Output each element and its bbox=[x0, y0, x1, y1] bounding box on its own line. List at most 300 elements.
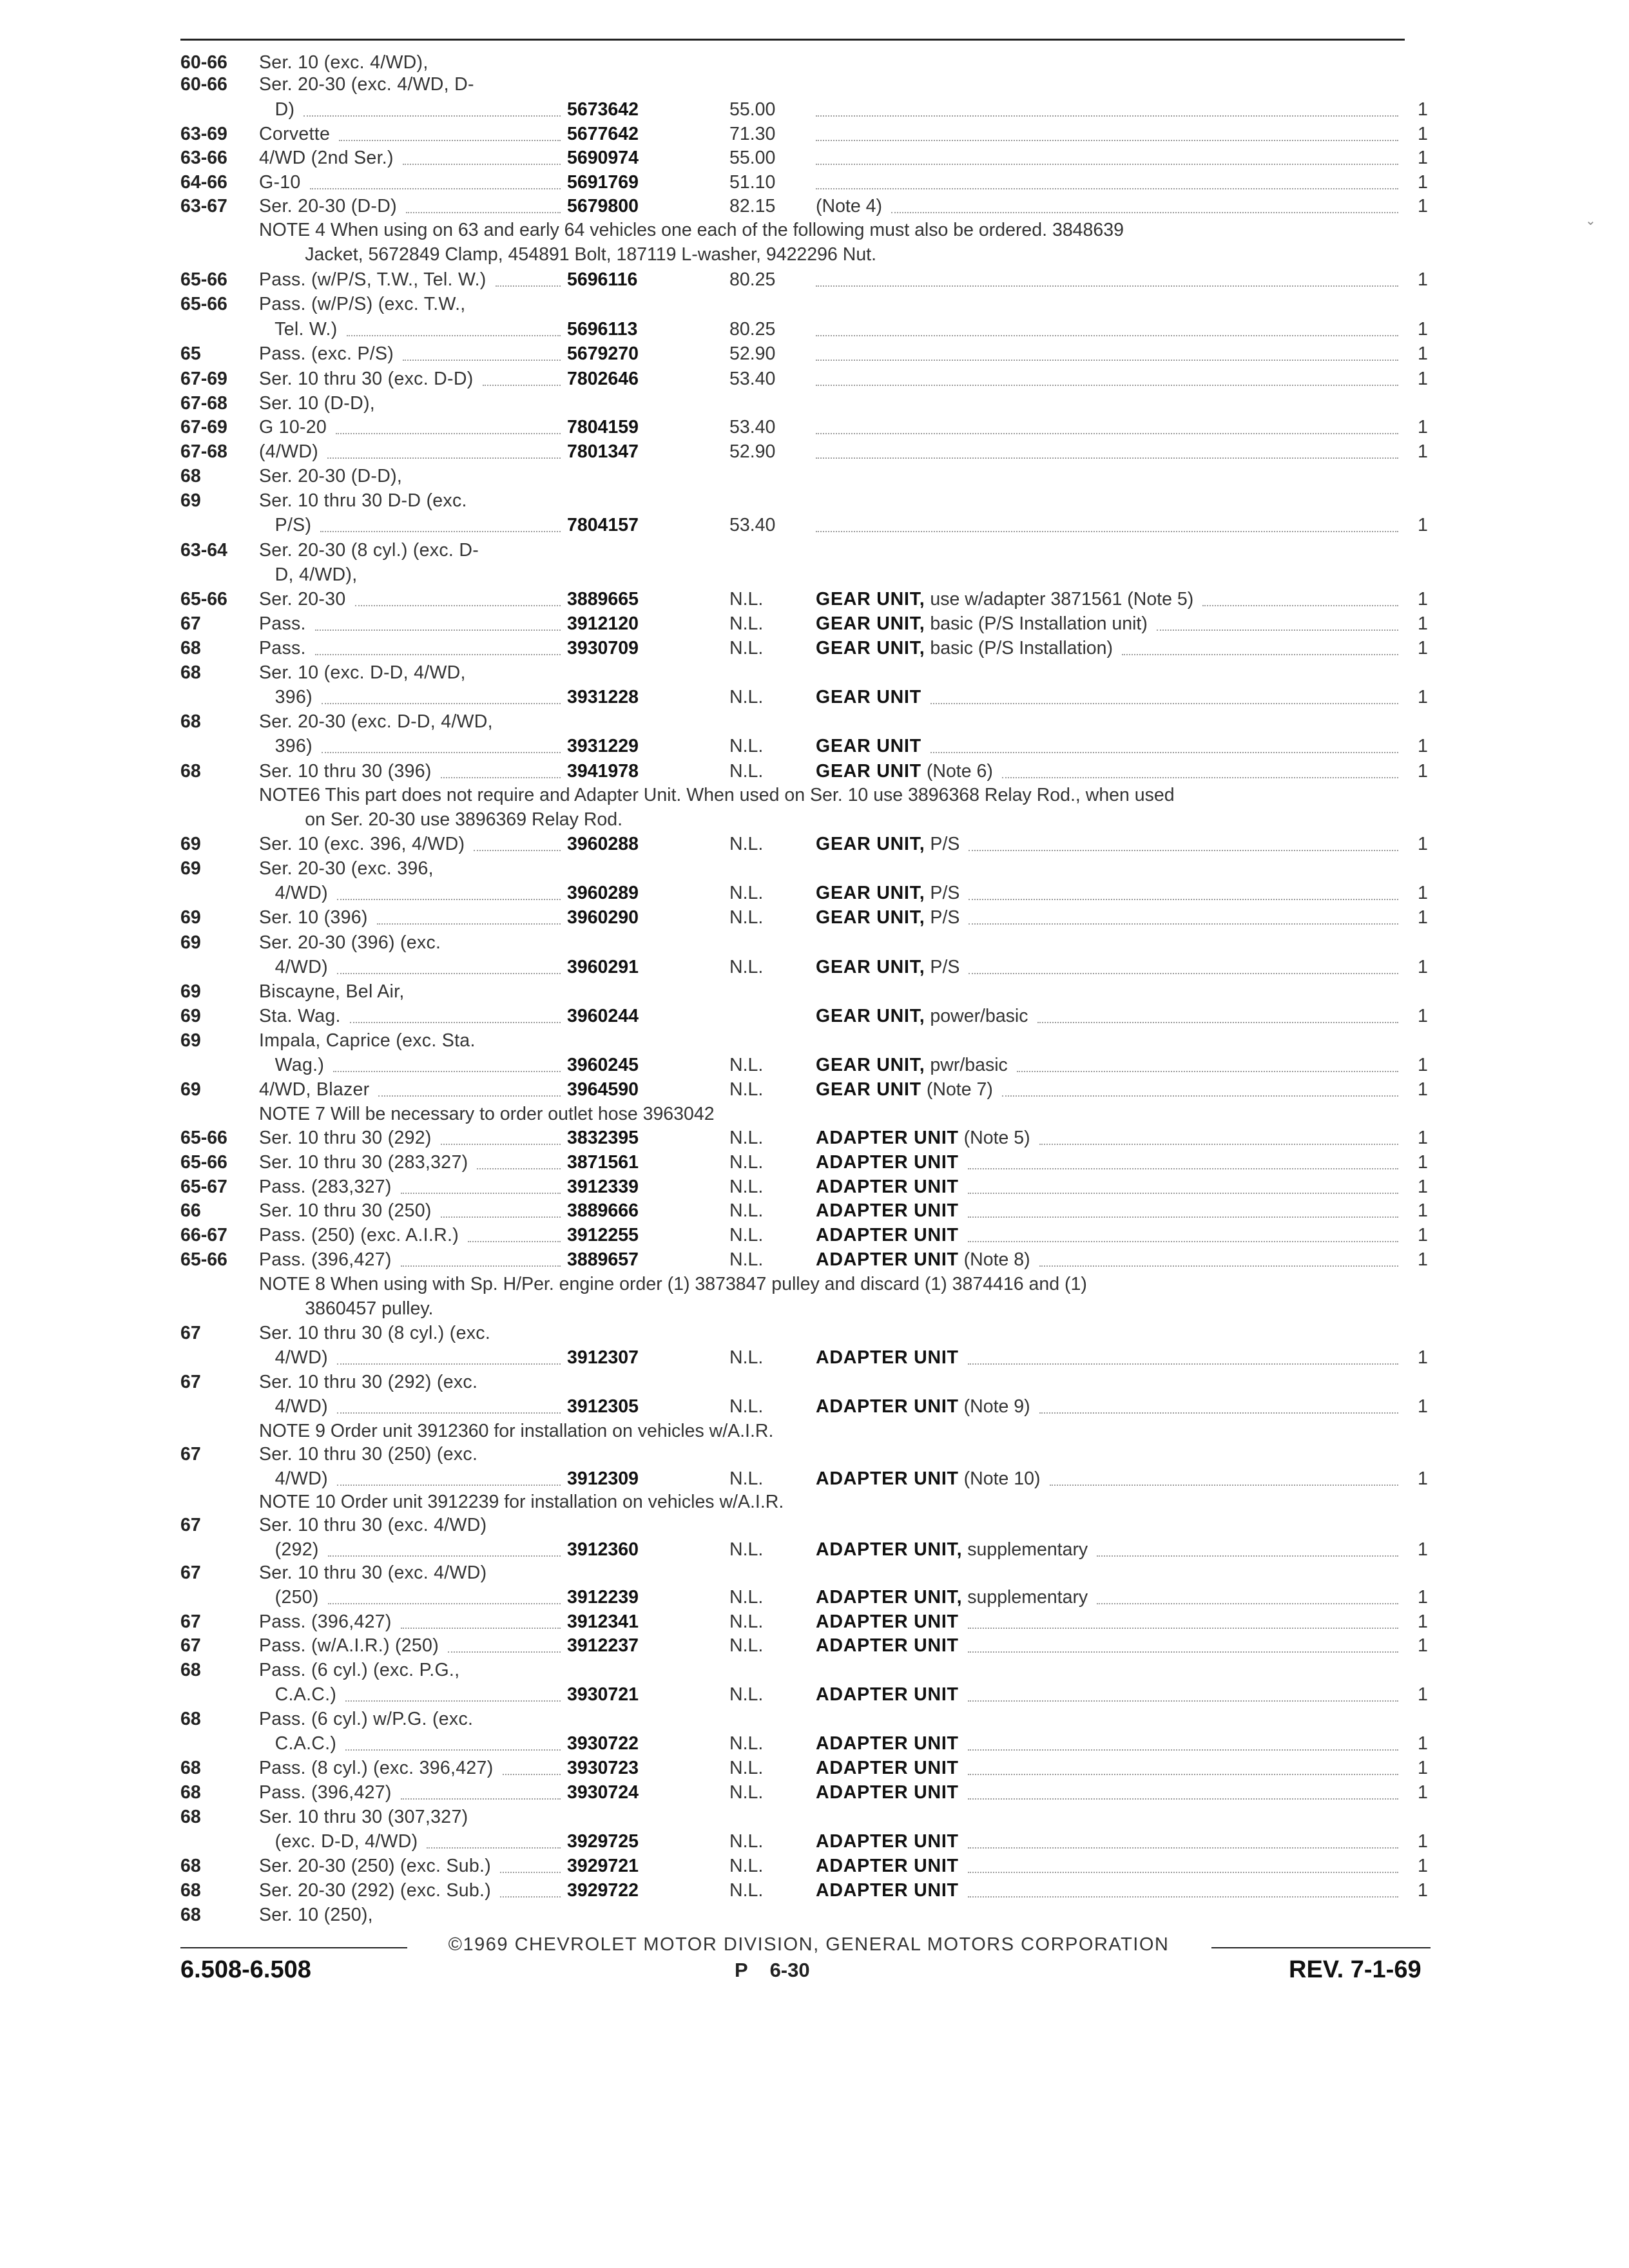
dotted-leader bbox=[816, 285, 1398, 287]
list-price: 53.40 bbox=[729, 369, 776, 389]
item-name bbox=[816, 1004, 1028, 1028]
table-row bbox=[0, 1829, 1629, 1854]
item-name bbox=[816, 955, 959, 979]
table-row bbox=[0, 1780, 1629, 1805]
dotted-leader bbox=[347, 335, 561, 336]
application-description: Ser. 10 (exc. 396, 4/WD) bbox=[259, 834, 465, 854]
model-year: 65-66 bbox=[180, 1249, 227, 1270]
item-detail: (Note 7) bbox=[921, 1079, 993, 1100]
part-number: 3912360 bbox=[567, 1539, 639, 1560]
application-description: Ser. 10 (exc. D-D, 4/WD, bbox=[259, 662, 466, 683]
quantity: 1 bbox=[1418, 1055, 1428, 1075]
table-row bbox=[0, 464, 1629, 488]
quantity: 1 bbox=[1418, 907, 1428, 928]
dotted-leader bbox=[968, 1363, 1398, 1365]
item-name bbox=[816, 1780, 959, 1805]
item-name-bold: ADAPTER UNIT bbox=[816, 1782, 959, 1803]
dotted-leader bbox=[345, 1749, 561, 1751]
dotted-leader bbox=[930, 703, 1398, 704]
table-row bbox=[0, 1537, 1629, 1562]
application-description: Pass. (w/P/S, T.W., Tel. W.) bbox=[259, 269, 487, 290]
table-row bbox=[0, 685, 1629, 709]
item-name bbox=[816, 759, 993, 783]
application-description: Pass. (w/A.I.R.) (250) bbox=[259, 1635, 439, 1656]
part-number: 3960288 bbox=[567, 834, 639, 854]
model-year: 69 bbox=[180, 1079, 201, 1100]
table-row bbox=[0, 1394, 1629, 1419]
table-row bbox=[0, 122, 1629, 146]
part-number: 7801347 bbox=[567, 441, 639, 462]
quantity: 1 bbox=[1418, 1006, 1428, 1026]
dotted-leader bbox=[483, 385, 561, 386]
table-row bbox=[0, 1175, 1629, 1199]
quantity: 1 bbox=[1418, 196, 1428, 216]
item-name-bold: ADAPTER UNIT bbox=[816, 1831, 959, 1852]
table-row bbox=[0, 538, 1629, 562]
application-description: Ser. 20-30 (D-D), bbox=[259, 466, 403, 486]
table-row bbox=[0, 759, 1629, 783]
part-number: 3912239 bbox=[567, 1587, 639, 1608]
item-name-bold: GEAR UNIT, bbox=[816, 589, 925, 610]
list-price: 71.30 bbox=[729, 124, 776, 144]
item-name bbox=[816, 1854, 959, 1878]
model-year: 69 bbox=[180, 981, 201, 1002]
item-name bbox=[816, 1394, 1030, 1419]
quantity: 1 bbox=[1418, 1758, 1428, 1778]
application-description: D) bbox=[259, 99, 295, 120]
list-price: N.L. bbox=[729, 1200, 764, 1221]
part-number: 7802646 bbox=[567, 369, 639, 389]
dotted-leader bbox=[441, 777, 561, 778]
model-year: 63-67 bbox=[180, 196, 227, 216]
note-text: Jacket, 5672849 Clamp, 454891 Bolt, 187119 L-washer, 9422296 Nut. bbox=[259, 244, 877, 265]
table-row bbox=[0, 562, 1629, 587]
model-year: 65-66 bbox=[180, 294, 227, 314]
model-year: 68 bbox=[180, 1709, 201, 1729]
application-description: 396) bbox=[259, 687, 313, 707]
list-price: N.L. bbox=[729, 1468, 764, 1489]
part-number: 5679270 bbox=[567, 343, 639, 364]
dotted-leader bbox=[320, 531, 561, 532]
dotted-leader bbox=[816, 115, 1398, 117]
table-row bbox=[0, 1805, 1629, 1829]
application-description: Ser. 20-30 (exc. 396, bbox=[259, 858, 434, 879]
dotted-leader bbox=[816, 335, 1398, 336]
table-row bbox=[0, 341, 1629, 366]
note-text: NOTE 8 When using with Sp. H/Per. engine order (1) 3873847 pulley and discard (1) 3874416 and (1) bbox=[259, 1274, 1087, 1294]
application-description: Ser. 20-30 (396) (exc. bbox=[259, 932, 441, 953]
dotted-leader bbox=[968, 1872, 1398, 1873]
model-year: 68 bbox=[180, 1782, 201, 1803]
table-row bbox=[0, 317, 1629, 341]
item-name bbox=[816, 1466, 1041, 1491]
note-text: NOTE 4 When using on 63 and early 64 vehicles one each of the following must also be ordered. 3848639 bbox=[259, 220, 1124, 240]
dotted-leader bbox=[1039, 1412, 1398, 1414]
model-year: 68 bbox=[180, 1807, 201, 1827]
model-year: 69 bbox=[180, 907, 201, 928]
part-number: 5677642 bbox=[567, 124, 639, 144]
dotted-leader bbox=[401, 1193, 561, 1194]
dotted-leader bbox=[968, 1847, 1398, 1849]
list-price: 52.90 bbox=[729, 343, 776, 364]
application-description: Ser. 10 thru 30 (292) bbox=[259, 1128, 432, 1148]
table-row bbox=[0, 1878, 1629, 1903]
quantity: 1 bbox=[1418, 1782, 1428, 1803]
dotted-leader bbox=[968, 1168, 1398, 1169]
list-price: N.L. bbox=[729, 834, 764, 854]
note-text: on Ser. 20-30 use 3896369 Relay Rod. bbox=[259, 809, 623, 830]
dotted-leader bbox=[322, 703, 561, 704]
list-price: 51.10 bbox=[729, 172, 776, 193]
model-year: 69 bbox=[180, 858, 201, 879]
model-year: 67-69 bbox=[180, 417, 227, 437]
item-name bbox=[816, 1198, 959, 1223]
dotted-leader bbox=[328, 1603, 561, 1604]
application-description: Ser. 10 (exc. 4/WD), bbox=[259, 52, 429, 73]
table-row bbox=[0, 979, 1629, 1004]
table-row bbox=[0, 194, 1629, 218]
application-description: Pass. (283,327) bbox=[259, 1177, 392, 1197]
model-year: 65-66 bbox=[180, 1152, 227, 1173]
dotted-leader bbox=[378, 1095, 561, 1097]
dotted-leader bbox=[891, 212, 1398, 213]
model-year: 69 bbox=[180, 1030, 201, 1051]
dotted-leader bbox=[816, 140, 1398, 141]
dotted-leader bbox=[1097, 1555, 1398, 1557]
table-row bbox=[0, 881, 1629, 905]
dotted-leader bbox=[968, 1896, 1398, 1898]
application-description: G 10-20 bbox=[259, 417, 327, 437]
item-name bbox=[816, 1829, 959, 1854]
dotted-leader bbox=[339, 140, 561, 141]
item-name-bold: ADAPTER UNIT bbox=[816, 1611, 959, 1632]
part-number: 3912255 bbox=[567, 1225, 639, 1245]
application-description: (exc. D-D, 4/WD) bbox=[259, 1831, 418, 1852]
item-name bbox=[816, 685, 921, 709]
model-year: 67-69 bbox=[180, 369, 227, 389]
model-year: 64-66 bbox=[180, 172, 227, 193]
application-description: 4/WD) bbox=[259, 1468, 328, 1489]
dotted-leader bbox=[968, 1749, 1398, 1751]
margin-mark: ⌄ bbox=[1585, 214, 1596, 228]
note-text: NOTE 7 Will be necessary to order outlet hose 3963042 bbox=[259, 1104, 715, 1124]
dotted-leader bbox=[1122, 654, 1398, 655]
table-row bbox=[0, 1077, 1629, 1102]
item-name bbox=[816, 1537, 1088, 1562]
part-number: 3930721 bbox=[567, 1684, 639, 1705]
application-description: Ser. 10 thru 30 (283,327) bbox=[259, 1152, 468, 1173]
quantity: 1 bbox=[1418, 1856, 1428, 1876]
item-name bbox=[816, 1077, 993, 1102]
list-price: N.L. bbox=[729, 1249, 764, 1270]
dotted-leader bbox=[968, 1216, 1398, 1218]
table-row bbox=[0, 1126, 1629, 1150]
part-number: 3832395 bbox=[567, 1128, 639, 1148]
quantity: 1 bbox=[1418, 269, 1428, 290]
dotted-leader bbox=[304, 115, 561, 117]
item-name bbox=[816, 1610, 959, 1634]
model-year: 60-66 bbox=[180, 52, 227, 73]
item-detail: P/S bbox=[925, 957, 960, 977]
footer-revision: REV. 7-1-69 bbox=[1289, 1956, 1422, 1983]
note-text: 3860457 pulley. bbox=[259, 1298, 434, 1319]
dotted-leader bbox=[969, 850, 1398, 851]
quantity: 1 bbox=[1418, 589, 1428, 610]
application-description: Biscayne, Bel Air, bbox=[259, 981, 405, 1002]
dotted-leader bbox=[496, 285, 561, 287]
dotted-leader bbox=[500, 1896, 561, 1898]
item-detail: supplementary bbox=[962, 1539, 1088, 1560]
item-name-bold: GEAR UNIT, bbox=[816, 1055, 925, 1075]
quantity: 1 bbox=[1418, 1079, 1428, 1100]
item-name bbox=[816, 1247, 1030, 1272]
model-year: 65-66 bbox=[180, 1128, 227, 1148]
item-name-bold: GEAR UNIT bbox=[816, 736, 921, 756]
dotted-leader bbox=[322, 752, 561, 753]
list-price: N.L. bbox=[729, 687, 764, 707]
model-year: 68 bbox=[180, 1880, 201, 1901]
dotted-leader bbox=[816, 433, 1398, 434]
application-description: 396) bbox=[259, 736, 313, 756]
item-name bbox=[816, 194, 882, 218]
application-description: Pass. bbox=[259, 638, 306, 658]
part-number: 3960244 bbox=[567, 1006, 639, 1026]
table-row bbox=[0, 611, 1629, 636]
application-description: Ser. 10 thru 30 (250) (exc. bbox=[259, 1444, 478, 1465]
application-description: Pass. (8 cyl.) (exc. 396,427) bbox=[259, 1758, 494, 1778]
application-description: Wag.) bbox=[259, 1055, 325, 1075]
copyright-text: ©1969 CHEVROLET MOTOR DIVISION, GENERAL MOTORS CORPORATION bbox=[448, 1934, 1170, 1955]
list-price: N.L. bbox=[729, 1880, 764, 1901]
quantity: 1 bbox=[1418, 515, 1428, 535]
application-description: Ser. 10 thru 30 (307,327) bbox=[259, 1807, 468, 1827]
table-row bbox=[0, 955, 1629, 979]
application-description: Ser. 10 thru 30 (8 cyl.) (exc. bbox=[259, 1323, 491, 1343]
list-price: N.L. bbox=[729, 1733, 764, 1754]
list-price: N.L. bbox=[729, 1782, 764, 1803]
dotted-leader bbox=[477, 1168, 561, 1169]
model-year: 68 bbox=[180, 662, 201, 683]
list-price: N.L. bbox=[729, 1684, 764, 1705]
table-row bbox=[0, 391, 1629, 416]
dotted-leader bbox=[350, 1022, 561, 1023]
item-name-bold: ADAPTER UNIT bbox=[816, 1880, 959, 1901]
part-number: 3929722 bbox=[567, 1880, 639, 1901]
table-row bbox=[0, 1903, 1629, 1927]
part-number: 3912237 bbox=[567, 1635, 639, 1656]
quantity: 1 bbox=[1418, 1831, 1428, 1852]
dotted-leader bbox=[1202, 605, 1398, 606]
application-description: (250) bbox=[259, 1587, 319, 1608]
dotted-leader bbox=[968, 1193, 1398, 1194]
item-detail: P/S bbox=[925, 907, 960, 928]
table-row bbox=[0, 1247, 1629, 1272]
part-number: 3889657 bbox=[567, 1249, 639, 1270]
application-description: Corvette bbox=[259, 124, 331, 144]
part-number: 3941978 bbox=[567, 761, 639, 782]
item-detail: P/S bbox=[925, 834, 960, 854]
quantity: 1 bbox=[1418, 1635, 1428, 1656]
table-row bbox=[0, 905, 1629, 930]
quantity: 1 bbox=[1418, 1128, 1428, 1148]
dotted-leader bbox=[401, 1265, 561, 1267]
dotted-leader bbox=[1017, 1071, 1398, 1072]
item-name bbox=[816, 636, 1113, 660]
list-price: N.L. bbox=[729, 1396, 764, 1417]
part-number: 3912305 bbox=[567, 1396, 639, 1417]
part-number: 3912341 bbox=[567, 1611, 639, 1632]
table-row bbox=[0, 1321, 1629, 1345]
quantity: 1 bbox=[1418, 1225, 1428, 1245]
dotted-leader bbox=[474, 850, 561, 851]
quantity: 1 bbox=[1418, 613, 1428, 634]
dotted-leader bbox=[441, 1144, 561, 1145]
table-row bbox=[0, 1345, 1629, 1370]
item-name-bold: ADAPTER UNIT bbox=[816, 1347, 959, 1368]
table-row bbox=[0, 267, 1629, 292]
application-description: G-10 bbox=[259, 172, 301, 193]
part-number: 3960291 bbox=[567, 957, 639, 977]
application-description: Ser. 20-30 (D-D) bbox=[259, 196, 397, 216]
dotted-leader bbox=[1002, 777, 1398, 778]
dotted-leader bbox=[968, 1241, 1398, 1242]
table-row bbox=[0, 734, 1629, 758]
item-name bbox=[816, 905, 959, 930]
table-row bbox=[0, 513, 1629, 537]
dotted-leader bbox=[337, 1412, 561, 1414]
dotted-leader bbox=[968, 1651, 1398, 1653]
list-price: N.L. bbox=[729, 736, 764, 756]
part-number: 3930709 bbox=[567, 638, 639, 658]
table-row bbox=[0, 1561, 1629, 1585]
item-name-bold: ADAPTER UNIT bbox=[816, 1396, 959, 1417]
table-row bbox=[0, 1198, 1629, 1223]
model-year: 60-66 bbox=[180, 74, 227, 95]
model-year: 67 bbox=[180, 1323, 201, 1343]
dotted-leader bbox=[1002, 1095, 1398, 1097]
dotted-leader bbox=[816, 385, 1398, 386]
application-description: Ser. 10 (250), bbox=[259, 1905, 373, 1925]
dotted-leader bbox=[503, 1774, 561, 1775]
dotted-leader bbox=[448, 1651, 561, 1653]
list-price: 80.25 bbox=[729, 269, 776, 290]
item-name bbox=[816, 832, 959, 856]
list-price: N.L. bbox=[729, 1128, 764, 1148]
dotted-leader bbox=[500, 1872, 561, 1873]
dotted-leader bbox=[816, 164, 1398, 165]
item-name-bold: GEAR UNIT, bbox=[816, 834, 925, 854]
item-detail: (Note 9) bbox=[958, 1396, 1030, 1417]
dotted-leader bbox=[816, 531, 1398, 532]
model-year: 68 bbox=[180, 638, 201, 658]
item-name bbox=[816, 881, 959, 905]
quantity: 1 bbox=[1418, 1177, 1428, 1197]
part-number: 3912307 bbox=[567, 1347, 639, 1368]
table-row bbox=[0, 1854, 1629, 1878]
item-name bbox=[816, 734, 921, 758]
dotted-leader bbox=[816, 457, 1398, 459]
item-name-bold: GEAR UNIT bbox=[816, 761, 921, 782]
part-number: 3931229 bbox=[567, 736, 639, 756]
dotted-leader bbox=[968, 1628, 1398, 1629]
application-description: Pass. (exc. P/S) bbox=[259, 343, 394, 364]
item-name bbox=[816, 1585, 1088, 1610]
item-name-bold: GEAR UNIT, bbox=[816, 638, 925, 658]
list-price: N.L. bbox=[729, 1079, 764, 1100]
table-row bbox=[0, 170, 1629, 195]
dotted-leader bbox=[1039, 1144, 1398, 1145]
part-number: 3930722 bbox=[567, 1733, 639, 1754]
application-description: Pass. (396,427) bbox=[259, 1611, 392, 1632]
quantity: 1 bbox=[1418, 736, 1428, 756]
application-description: C.A.C.) bbox=[259, 1733, 337, 1754]
dotted-leader bbox=[968, 1798, 1398, 1800]
list-price: 52.90 bbox=[729, 441, 776, 462]
table-row bbox=[0, 146, 1629, 170]
dotted-leader bbox=[345, 1700, 561, 1702]
table-row bbox=[0, 1633, 1629, 1658]
item-detail: use w/adapter 3871561 (Note 5) bbox=[925, 589, 1194, 610]
model-year: 67 bbox=[180, 1611, 201, 1632]
list-price: N.L. bbox=[729, 1539, 764, 1560]
item-name bbox=[816, 1150, 959, 1175]
application-description: Ser. 10 thru 30 (292) (exc. bbox=[259, 1372, 478, 1392]
table-row bbox=[0, 1658, 1629, 1682]
table-row bbox=[0, 1513, 1629, 1537]
dotted-leader bbox=[1157, 629, 1398, 631]
dotted-leader bbox=[1037, 1022, 1398, 1023]
application-description: Pass. (396,427) bbox=[259, 1249, 392, 1270]
dotted-leader bbox=[1097, 1603, 1398, 1604]
dotted-leader bbox=[968, 1774, 1398, 1775]
application-description: Pass. (250) (exc. A.I.R.) bbox=[259, 1225, 459, 1245]
item-detail: power/basic bbox=[925, 1006, 1028, 1026]
model-year: 67-68 bbox=[180, 393, 227, 414]
note-text: NOTE 9 Order unit 3912360 for installation on vehicles w/A.I.R. bbox=[259, 1421, 774, 1441]
table-row bbox=[0, 1442, 1629, 1466]
part-number: 3960245 bbox=[567, 1055, 639, 1075]
application-description: Ser. 10 thru 30 (exc. 4/WD) bbox=[259, 1515, 487, 1535]
footer-section-number: 6.508-6.508 bbox=[180, 1956, 311, 1983]
item-name-bold: GEAR UNIT, bbox=[816, 957, 925, 977]
item-detail: pwr/basic bbox=[925, 1055, 1008, 1075]
model-year: 69 bbox=[180, 1006, 201, 1026]
model-year: 68 bbox=[180, 761, 201, 782]
model-year: 67-68 bbox=[180, 441, 227, 462]
dotted-leader bbox=[333, 1071, 561, 1072]
list-price: 53.40 bbox=[729, 417, 776, 437]
quantity: 1 bbox=[1418, 1152, 1428, 1173]
list-price: N.L. bbox=[729, 1758, 764, 1778]
application-description: Ser. 10 (D-D), bbox=[259, 393, 375, 414]
dotted-leader bbox=[315, 654, 561, 655]
application-description: Impala, Caprice (exc. Sta. bbox=[259, 1030, 476, 1051]
item-name-bold: ADAPTER UNIT bbox=[816, 1635, 959, 1656]
item-name-bold: ADAPTER UNIT bbox=[816, 1177, 959, 1197]
part-number: 3871561 bbox=[567, 1152, 639, 1173]
item-name-bold: ADAPTER UNIT bbox=[816, 1152, 959, 1173]
model-year: 68 bbox=[180, 1856, 201, 1876]
part-number: 5691769 bbox=[567, 172, 639, 193]
quantity: 1 bbox=[1418, 148, 1428, 168]
quantity: 1 bbox=[1418, 1249, 1428, 1270]
model-year: 63-64 bbox=[180, 540, 227, 561]
model-year: 69 bbox=[180, 932, 201, 953]
quantity: 1 bbox=[1418, 124, 1428, 144]
table-row bbox=[0, 50, 1629, 75]
list-price: N.L. bbox=[729, 613, 764, 634]
application-description: Ser. 10 thru 30 (396) bbox=[259, 761, 432, 782]
